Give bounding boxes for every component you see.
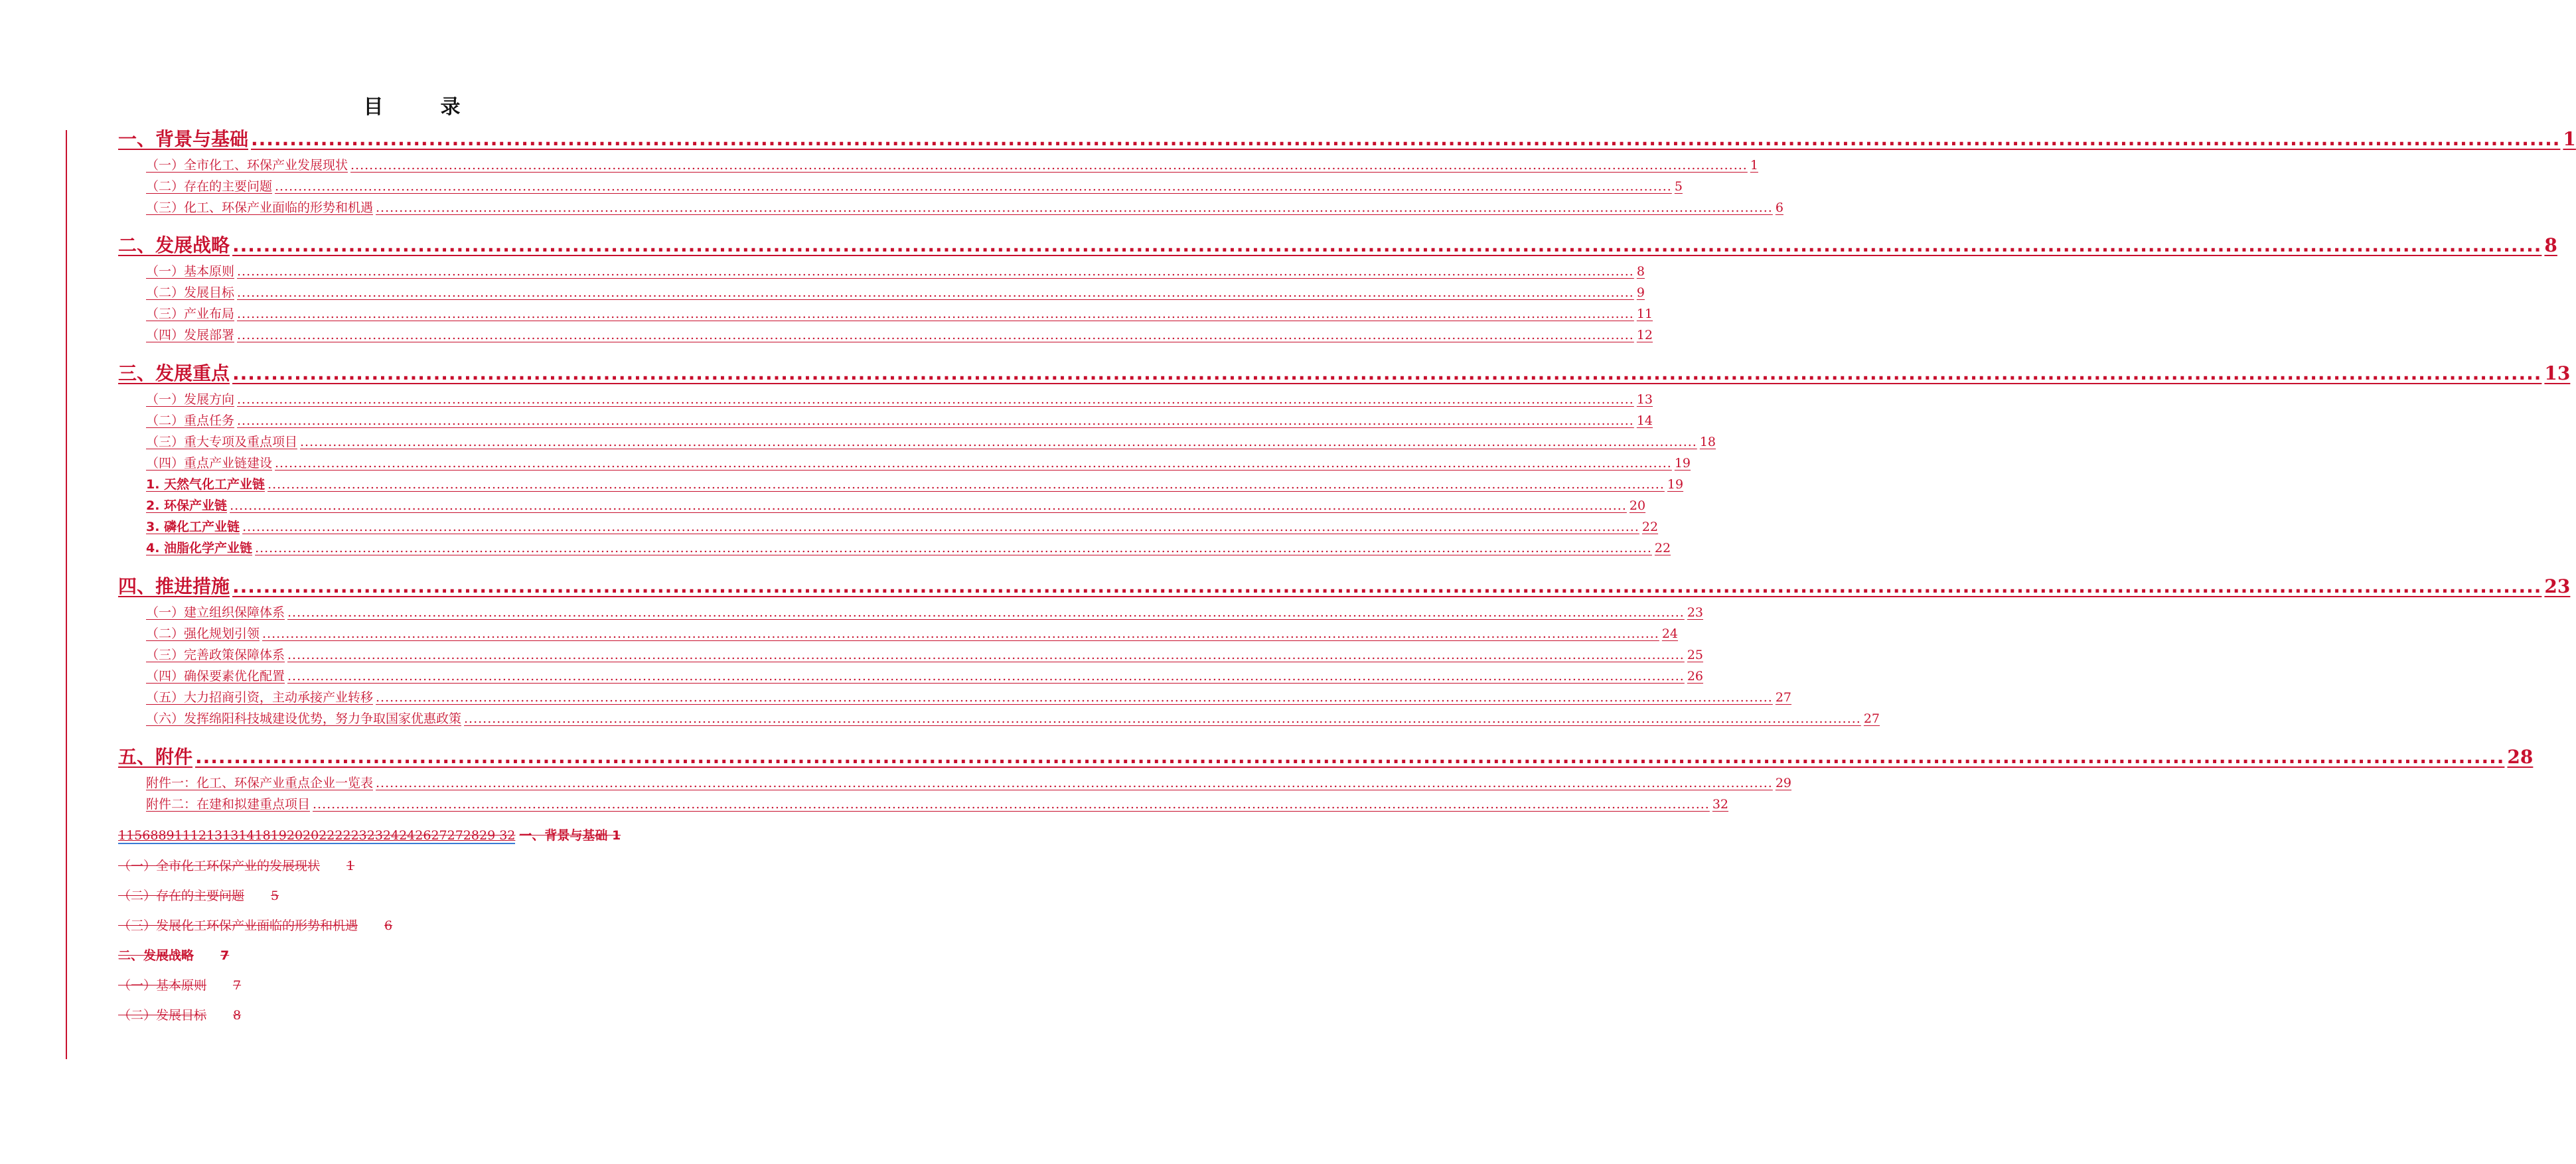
toc-entry[interactable] <box>146 474 1684 493</box>
toc-entry-text: （三）产业布局 <box>146 307 235 321</box>
toc-leader: ........................................................................................................................................................................................................................................................................................................... <box>237 392 1634 407</box>
deleted-line-page: 1 <box>346 859 355 873</box>
toc-leader: ........................................................................................................................................................................................................................................................................................................... <box>350 158 1748 173</box>
toc-leader: ........................................................................................................................................................................................................................................................................................................... <box>313 797 1710 812</box>
toc-entry[interactable] <box>146 325 1653 344</box>
toc-page-number: 25 <box>1687 648 1704 662</box>
toc-entry[interactable] <box>146 666 1704 685</box>
toc-entry-text: （六）发挥绵阳科技城建设优势，努力争取国家优惠政策 <box>146 711 462 726</box>
toc-page-number: 19 <box>1667 477 1684 492</box>
toc-leader: ........................................................................................................................................................................................................................................................................................................... <box>376 200 1773 215</box>
toc-entry-text: （二）重点任务 <box>146 413 235 428</box>
toc-page-number: 12 <box>1636 328 1653 342</box>
toc-leader: ........................................................................................................................................................................................................................................................................................................... <box>237 264 1634 279</box>
toc-entry-text: 3. 磷化工产业链 <box>146 520 240 534</box>
toc-entry-text: （三）重大专项及重点项目 <box>146 435 298 449</box>
toc-entry[interactable] <box>118 125 2576 151</box>
deleted-line-text: （一）全市化工环保产业的发展现状 <box>118 859 321 873</box>
deleted-line <box>118 826 621 843</box>
deleted-line-text: （二）发展目标 <box>118 1008 207 1023</box>
toc-entry[interactable] <box>146 283 1645 301</box>
toc-leader: ........................................................................................................................................................................................................................................................................................................... <box>464 711 1861 726</box>
toc-page-number: 1 <box>1750 158 1758 173</box>
toc-entry-text: 一、背景与基础 <box>118 128 249 150</box>
toc-entry[interactable] <box>146 155 1758 174</box>
deleted-line <box>118 886 279 904</box>
toc-entry[interactable] <box>146 603 1704 621</box>
toc-entry-text: （四）重点产业链建设 <box>146 456 273 471</box>
toc-page-number: 5 <box>1674 179 1683 194</box>
toc-page-number: 24 <box>1661 626 1679 641</box>
toc-leader: ........................................................................................................................................................................................................................................................................................................... <box>376 776 1773 790</box>
toc-leader: ........................................................................................................................................................................................................................................................................................................... <box>232 575 2542 597</box>
toc-entry[interactable] <box>118 359 2571 386</box>
toc-entry[interactable] <box>146 538 1671 557</box>
toc-entry[interactable] <box>118 231 2557 257</box>
toc-entry-text: （四）确保要素优化配置 <box>146 669 285 684</box>
deleted-line-page: 5 <box>271 889 279 903</box>
toc-page-number: 20 <box>1629 498 1646 513</box>
toc-entry-text: 三、发展重点 <box>118 362 230 384</box>
toc-entry-text: 1. 天然气化工产业链 <box>146 477 265 492</box>
toc-leader: ........................................................................................................................................................................................................................................................................................................... <box>275 179 1672 194</box>
toc-page-number: 9 <box>1636 285 1645 300</box>
toc-title: 目 录 <box>363 96 479 119</box>
toc-page-number: 32 <box>1712 797 1729 812</box>
toc-page-number: 6 <box>1775 200 1783 215</box>
toc-entry[interactable] <box>146 198 1783 216</box>
toc-leader: ........................................................................................................................................................................................................................................................................................................... <box>287 605 1685 620</box>
deleted-line-text: （一）基本原则 <box>118 978 207 993</box>
toc-entry[interactable] <box>146 261 1645 280</box>
toc-leader: ........................................................................................................................................................................................................................................................................................................... <box>230 498 1627 513</box>
deleted-line <box>118 946 229 964</box>
toc-entry-text: （二）发展目标 <box>146 285 235 300</box>
toc-leader: ........................................................................................................................................................................................................................................................................................................... <box>232 362 2542 384</box>
toc-entry-text: （五）大力招商引资，主动承接产业转移 <box>146 690 374 705</box>
toc-leader: ........................................................................................................................................................................................................................................................................................................... <box>195 746 2505 768</box>
toc-page-number: 11 <box>1636 307 1653 321</box>
toc-leader: ........................................................................................................................................................................................................................................................................................................... <box>275 456 1672 471</box>
toc-entry-text: （一）建立组织保障体系 <box>146 605 285 620</box>
toc-leader: ........................................................................................................................................................................................................................................................................................................... <box>237 285 1634 300</box>
toc-leader: ........................................................................................................................................................................................................................................................................................................... <box>287 669 1685 684</box>
toc-entry[interactable] <box>146 709 1880 727</box>
deleted-line <box>118 916 392 934</box>
deleted-line-page: 7 <box>233 978 242 993</box>
toc-entry-text: （一）发展方向 <box>146 392 235 407</box>
toc-entry-text: （一）基本原则 <box>146 264 235 279</box>
toc-page-number: 29 <box>1775 776 1792 790</box>
toc-page-number: 14 <box>1636 413 1653 428</box>
toc-leader: ........................................................................................................................................................................................................................................................................................................... <box>251 128 2561 150</box>
toc-leader: ........................................................................................................................................................................................................................................................................................................... <box>267 477 1665 492</box>
toc-entry[interactable] <box>146 794 1729 813</box>
deleted-line <box>118 976 241 993</box>
deleted-line-text: 二、发展战略 <box>118 948 194 963</box>
toc-entry[interactable] <box>118 572 2571 599</box>
toc-leader: ........................................................................................................................................................................................................................................................................................................... <box>232 234 2542 256</box>
toc-leader: ........................................................................................................................................................................................................................................................................................................... <box>237 307 1634 321</box>
toc-entry-text: 附件一：化工、环保产业重点企业一览表 <box>146 776 374 790</box>
toc-page-number: 28 <box>2507 746 2534 768</box>
toc-entry-text: 附件二：在建和拟建重点项目 <box>146 797 311 812</box>
toc-entry[interactable] <box>146 517 1659 536</box>
toc-entry-text: 2. 环保产业链 <box>146 498 228 513</box>
toc-page-number: 19 <box>1674 456 1691 471</box>
deleted-line <box>118 1005 241 1023</box>
toc-page-number: 13 <box>2544 362 2571 384</box>
deleted-page-digits: 11568891112131314181920202222232324242627272829 32 <box>118 828 516 843</box>
toc-entry[interactable] <box>146 496 1646 514</box>
toc-entry-text: 五、附件 <box>118 746 193 768</box>
deleted-line-page: 7 <box>220 948 230 963</box>
toc-entry[interactable] <box>146 624 1679 642</box>
revision-change-bar <box>66 130 67 1059</box>
toc-entry[interactable] <box>146 304 1653 323</box>
deleted-line <box>118 856 354 874</box>
deleted-line-text: （三）发展化工环保产业面临的形势和机遇 <box>118 918 358 933</box>
toc-page-number: 23 <box>2544 575 2571 597</box>
toc-page-number: 22 <box>1641 520 1659 534</box>
toc-entry-text: （一）全市化工、环保产业发展现状 <box>146 158 348 173</box>
toc-page-number: 13 <box>1636 392 1653 407</box>
toc-leader: ........................................................................................................................................................................................................................................................................................................... <box>376 690 1773 705</box>
deleted-heading: 一、背景与基础 1 <box>519 828 621 843</box>
toc-page-number: 18 <box>1699 435 1716 449</box>
toc-entry[interactable] <box>146 432 1716 451</box>
toc-entry[interactable] <box>146 390 1653 408</box>
toc-entry[interactable] <box>146 773 1792 792</box>
toc-entry-text: （三）完善政策保障体系 <box>146 648 285 662</box>
toc-leader: ........................................................................................................................................................................................................................................................................................................... <box>255 541 1652 555</box>
toc-leader: ........................................................................................................................................................................................................................................................................................................... <box>287 648 1685 662</box>
toc-entry[interactable] <box>146 688 1792 706</box>
toc-page-number: 26 <box>1687 669 1704 684</box>
toc-leader: ........................................................................................................................................................................................................................................................................................................... <box>300 435 1697 449</box>
toc-entry[interactable] <box>146 411 1653 429</box>
toc-page-number: 22 <box>1654 541 1671 555</box>
toc-leader: ........................................................................................................................................................................................................................................................................................................... <box>237 413 1634 428</box>
toc-entry-text: （二）强化规划引领 <box>146 626 260 641</box>
toc-entry-text: （三）化工、环保产业面临的形势和机遇 <box>146 200 374 215</box>
toc-page-number: 8 <box>2544 234 2557 256</box>
toc-entry-text: （四）发展部署 <box>146 328 235 342</box>
toc-entry-text: 四、推进措施 <box>118 575 230 597</box>
toc-entry-text: 4. 油脂化学产业链 <box>146 541 253 555</box>
toc-page-number: 27 <box>1775 690 1792 705</box>
toc-entry[interactable] <box>146 177 1683 195</box>
deleted-line-page: 8 <box>233 1008 242 1023</box>
toc-entry[interactable] <box>118 743 2534 769</box>
toc-leader: ........................................................................................................................................................................................................................................................................................................... <box>262 626 1659 641</box>
toc-leader: ........................................................................................................................................................................................................................................................................................................... <box>237 328 1634 342</box>
toc-leader: ........................................................................................................................................................................................................................................................................................................... <box>242 520 1639 534</box>
deleted-line-page: 6 <box>384 918 393 933</box>
toc-entry-text: （二）存在的主要问题 <box>146 179 273 194</box>
deleted-line-text: （二）存在的主要问题 <box>118 889 245 903</box>
toc-entry[interactable] <box>146 645 1704 664</box>
toc-page-number: 23 <box>1687 605 1704 620</box>
toc-page-number: 27 <box>1863 711 1880 726</box>
toc-page-number: 8 <box>1636 264 1645 279</box>
toc-entry-text: 二、发展战略 <box>118 234 230 256</box>
toc-entry[interactable] <box>146 453 1691 472</box>
toc-page-number: 1 <box>2563 128 2576 150</box>
